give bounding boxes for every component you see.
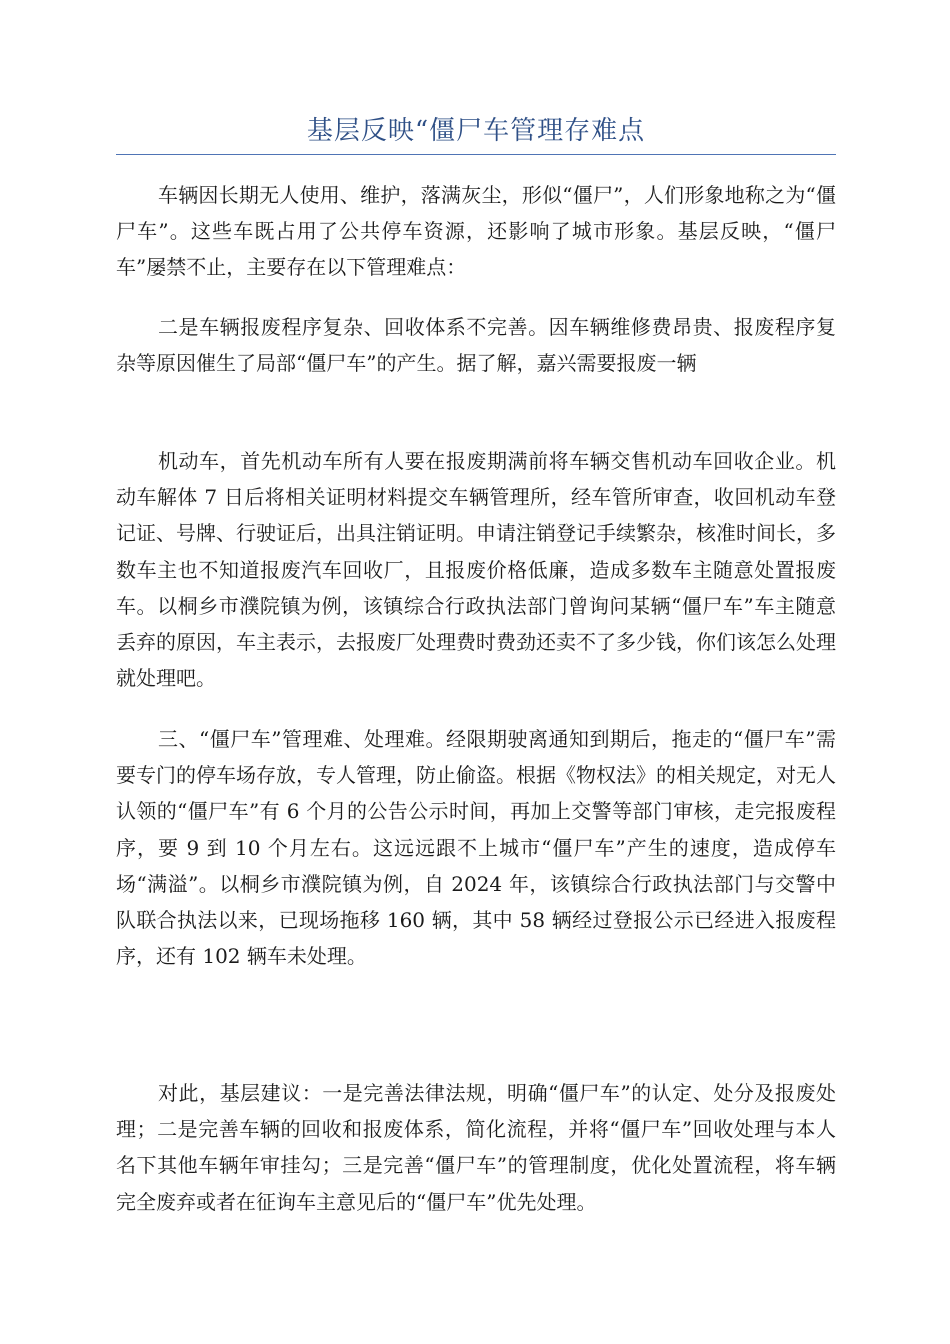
paragraph-intro: 车辆因长期无人使用、维护，落满灰尘，形似“僵尸”，人们形象地称之为“僵尸车”。这些车既占用了公共停车资源，还影响了城市形象。基层反映，“僵尸车”屡禁不止，主要存在以下管理难点： bbox=[116, 183, 836, 280]
paragraph-difficulty-two: 二是车辆报废程序复杂、回收体系不完善。因车辆维修费昂贵、报废程序复杂等原因催生了局部“僵尸车”的产生。据了解，嘉兴需要报废一辆 bbox=[116, 315, 836, 376]
paragraph-suggestions: 对此，基层建议：一是完善法律法规，明确“僵尸车”的认定、处分及报废处理；二是完善车辆的回收和报废体系，简化流程，并将“僵尸车”回收处理与本人名下其他车辆年审挂勾；三是完善“僵尸车”的管理制度，优化处置流程，将车辆完全废弃或者在征询车主意见后的“僵尸车”优先处理。 bbox=[116, 1081, 836, 1214]
document-title: 基层反映“僵尸车管理存难点 bbox=[306, 116, 646, 146]
title-underline bbox=[116, 154, 836, 155]
paragraph-scrapping-process: 机动车，首先机动车所有人要在报废期满前将车辆交售机动车回收企业。机动车解体 7 日后将相关证明材料提交车辆管理所，经车管所审查，收回机动车登记证、号牌、行驶证后，出具注销证明。申请注销登记手续繁杂，核准时间长，多数车主也不知道报废汽车回收厂，且报废价格低廉，造成多数车主随意处置报废车。以桐乡市濮院镇为例，该镇综合行政执法部门曾询问某辆“僵尸车”车主随意丢弃的原因，车主表示，去报废厂处理费时费劲还卖不了多少钱，你们该怎么处理就处理吧。 bbox=[116, 449, 836, 691]
paragraph-difficulty-three: 三、“僵尸车”管理难、处理难。经限期驶离通知到期后，拖走的“僵尸车”需要专门的停车场存放，专人管理，防止偷盗。根据《物权法》的相关规定，对无人认领的“僵尸车”有 6 个月的公告公示时间，再加上交警等部门审核，走完报废程序，要 9 到 10 个月左右。这远远跟不上城市“僵尸车”产生的速度，造成停车场“满溢”。以桐乡市濮院镇为例，自 2024 年，该镇综合行政执法部门与交警中队联合执法以来，已现场拖移 160 辆，其中 58 辆经过登报公示已经进入报废程序，还有 102 辆车未处理。 bbox=[116, 727, 836, 969]
